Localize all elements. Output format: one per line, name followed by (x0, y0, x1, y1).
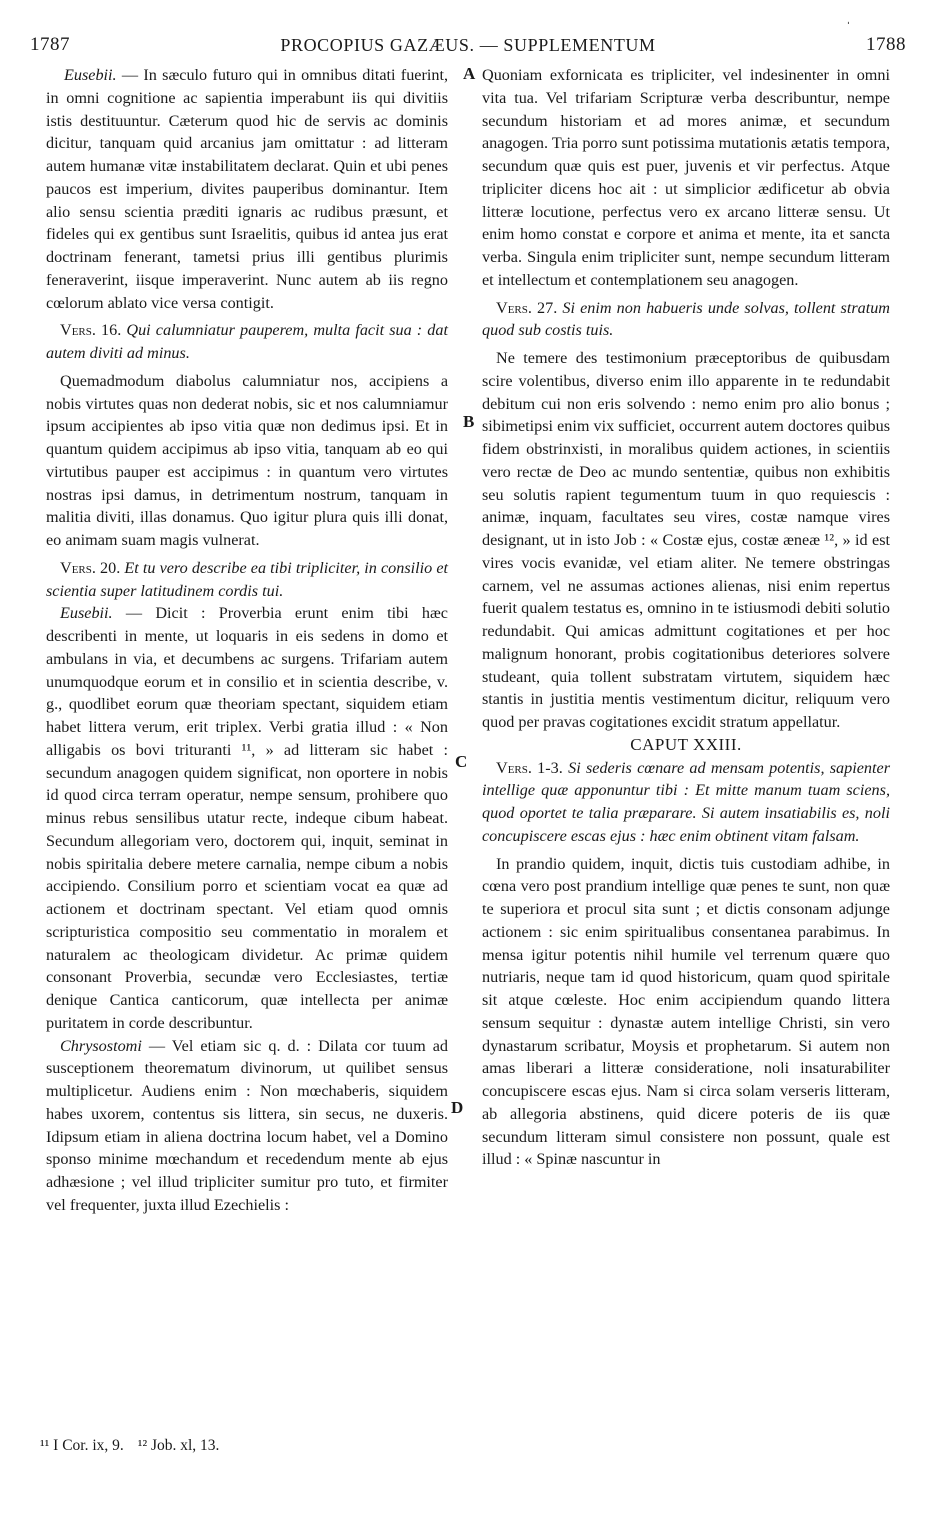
page-header (30, 34, 906, 58)
running-title: PROCOPIUS GAZÆUS. — SUPPLEMENTUM (280, 35, 656, 55)
verse-text: Qui calumniatur pauperem, multa facit sua : dat autem diviti ad minus. (46, 321, 448, 362)
commentary-paragraph (46, 602, 448, 1034)
verse-text: Si enim non habueris unde solvas, tollent stratum quod sub costis tuis. (482, 298, 891, 340)
commentary-paragraph: Quemadmodum diabolus calumniatur nos, accipiens a nobis virtutes quas non dederat nobis, sic et nos calumniamur ipsum accipientes ab ipso vitia quæ non dedimus ipsi. Et in quantum quidem accipimus ab ipso vitia, tanquam ab eo qui virtutibus pauper est accipimus : in quantum vero virtutes nostras ipsi damus, in detrimentum nostrum, tanquam in malitia diviti, illas donamus. Quo igitur plura quis illi donat, eo animam suam magis vulnerat. (46, 371, 448, 549)
verse-text: Si sederis cœnare ad mensam potentis, sapienter intellige quæ apponuntur tibi : Et mitte manum tuam sciens, quod oportet te talia præparare. Si autem insatiabilis es, noli concupiscere escas ejus : hæc enim obtinent vitam falsam. (482, 758, 891, 845)
verse-heading (46, 319, 448, 365)
verse-heading (482, 757, 890, 848)
page-number-left: 1787 (30, 34, 70, 55)
commentary-paragraph (46, 1035, 448, 1217)
left-column (46, 64, 448, 1217)
verse-label: Vers. 27. (496, 298, 558, 317)
author-name: Eusebii. (64, 66, 117, 84)
chapter-heading: CAPUT XXIII. (630, 734, 742, 754)
author-name: Eusebii. (60, 604, 113, 623)
author-name: Chrysostomi (60, 1036, 142, 1055)
section-marker-b: B (463, 412, 475, 431)
section-marker-a: A (463, 64, 476, 83)
verse-heading (46, 557, 448, 603)
footnote-11: ¹¹ I Cor. ix, 9. (40, 1437, 124, 1454)
verse-heading (482, 297, 890, 343)
verse-label: Vers. 16. (60, 321, 122, 340)
commentary-paragraph: Ne temere des testimonium præceptoribus de quibusdam scire volentibus, diverso enim illo apparente in te redundabit debitum cui non eris solvendo : nemo enim pro alio bonus ; sibimetipsi enim vix sufficiet, occurrent autem doctores quibus fidem obstrinxisti, in moralibus quidem actiones, in scientiis vero rectæ de Deo ac mundo sententiæ, quibus non exhibitis seu solutis rapient tegumentum tuum in quo requiescis : animæ, inquam, facultates seu vires, costæ namque vires designant, ut in isto Job : « Costæ ejus, costæ æneæ ¹², » id est vires vocis evanidæ, vel etiam aliter. Ne temere obstringas carnem, vel ne assumas actiones alienas, nisi enim repertus fuerit qualem testatus es, omnino in te istiusmodi debiti solutio redundabit. Qui amicas admittunt cogitationes et per hoc malignum honorant, probis cogitationibus deteriores solvere studeant, quia tollent substratam virtutem, siquidem hæc stantis in justitia mentis vestimentum dicitur, reliquum vero quod per pravas cogitationes excidit stratum appellatur. (482, 349, 890, 731)
paragraph-text: — Dicit : Proverbia erunt enim tibi hæc describenti in mente, ut loquaris in eis sedens in domo et ambulans in via, et decumbens ac surgens. Trifariam autem unumquodque eorum et in consilio et in scientia describe, v. g., quodlibet eorum quæ theoriam spectant, siquidem etiam habet littera verum, erit triplex. Verbi gratia illud : « Non alligabis os bovi trituranti ¹¹, » ad litteram sic habet : secundum anagogen quidem significat, non oportere in nobis id quod circa terram operatur, nempe sensum, prohibere quo minus rebus sensilibus utatur recte, indeque cibum habeat. Secundum allegoriam vero, doctorem qui, inquit, seminat in nobis spiritalia debere metere carnalia, nempe cibum a nobis accipiendo. Consilium porro et scientiam vocat ea quæ ad actionem et doctrinam spectant. Vel etiam quod omnis scripturistica compositio seu commentatio in moralem et naturalem ac theologicam dividetur. Ac primæ quidem consonant Proverbia, secundæ vero Ecclesiastes, tertiæ denique Cantica canticorum, quæ intellecta per animæ puritatem in corde describuntur. (46, 604, 448, 1032)
footnotes (40, 1436, 219, 1456)
verse-label: Vers. 1-3. (496, 758, 563, 777)
commentary-paragraph (46, 64, 448, 314)
right-column (482, 64, 890, 1171)
section-marker-d: D (451, 1098, 464, 1117)
commentary-paragraph: Quoniam exfornicata es tripliciter, vel indesinenter in omni vita tua. Vel trifariam Scripturæ verba describuntur, nempe secundum historiam et ad mores animæ, et secundum anagogen. Tria porro sunt potissima mutationis ætatis tempora, secundum quæ quis est puer, juvenis et vir perfectus. Atque tripliciter dicens hoc ait : ut simplicior ædificetur ab obvia litteræ locutione, perfectus vero ex arcano litteræ sensu. Ut enim homo constat e corpore et anima et mente, ita et sancta verba. Singula enim tripliciter sunt, nempe secundum litteram et intellectum et contemplationem seu anagogen. (482, 66, 890, 289)
paragraph-text: — Vel etiam sic q. d. : Dilata cor tuum ad susceptionem theorematum divinorum, ut quilibet sensus multiplicetur. Audiens enim : Non mœchaberis, siquidem habes uxorem, contentus sis littera, sin secus, ne duxeris. Idipsum etiam in aliena doctrina locum habet, vel a Domino sponso minime mœchandum et recedendum mente ab ejus adhæsione ; vel illud tripliciter sumitur pro tuto, et firmiter vel frequenter, juxta illud Ezechielis : (46, 1036, 448, 1214)
footnote-12: ¹² Job. xl, 13. (137, 1437, 220, 1454)
verse-text: Et tu vero describe ea tibi tripliciter, in consilio et scientia super latitudinem cordis tui. (46, 558, 449, 600)
commentary-paragraph: In prandio quidem, inquit, dictis tuis custodiam adhibe, in cœna vero post prandium intellige quæ penes te sunt, non quæ te superiora et procul sita sunt ; et dictis consonam adjunge actionem : sic enim spiritualibus consentanea parabimus. In mensa igitur potentis nihil humile vel terrenum quære quo nutriaris, neque tam id quod historicum, quam quod spiritale sit atque cœleste. Hoc enim accipiendum quando littera sensum sequitur : dynastæ autem intellige Christi, sin vero dynastarum scribatur, Moysis et prophetarum. Si autem non amas liberari a litteræ consideratione, noli insaturabiliter concupiscere escas ejus. Nam si circa solam verseris litteram, ab allegoria abstinens, quid dicere poteris de iis quæ secundum litteram simul consistere non possunt, quale est illud : « Spinæ nascuntur in (482, 854, 890, 1169)
paragraph-text: — In sæculo futuro qui in omnibus ditati fuerint, in omni cognitione ac sapientia imperabunt iis qui divitiis istis destituuntur. Cæterum quod hic de servis ac dominis dicitur, tanquam quid arcanius jam omittatur : ad litteram autem humanæ vitæ instabilitatem declarat. Quin et ubi penes paucos est imperium, divites pauperibus dominantur. Item alio sensu scientia præditi ignaris ac rudibus præsunt, et fideles qui ex gentibus sunt Israelitis, quibus id antea jus erat doctrinam fenerant, tametsi prius illi gentibus plurimis feneraverint, iisque imperaverint. Nunc autem ab iis regno cœlorum ablato vice versa contigit. (46, 66, 448, 312)
section-marker-c: C (455, 752, 468, 771)
verse-label: Vers. 20. (60, 558, 121, 577)
page-number-right: 1788 (866, 34, 906, 55)
margin-mark: ˌ (846, 10, 851, 25)
